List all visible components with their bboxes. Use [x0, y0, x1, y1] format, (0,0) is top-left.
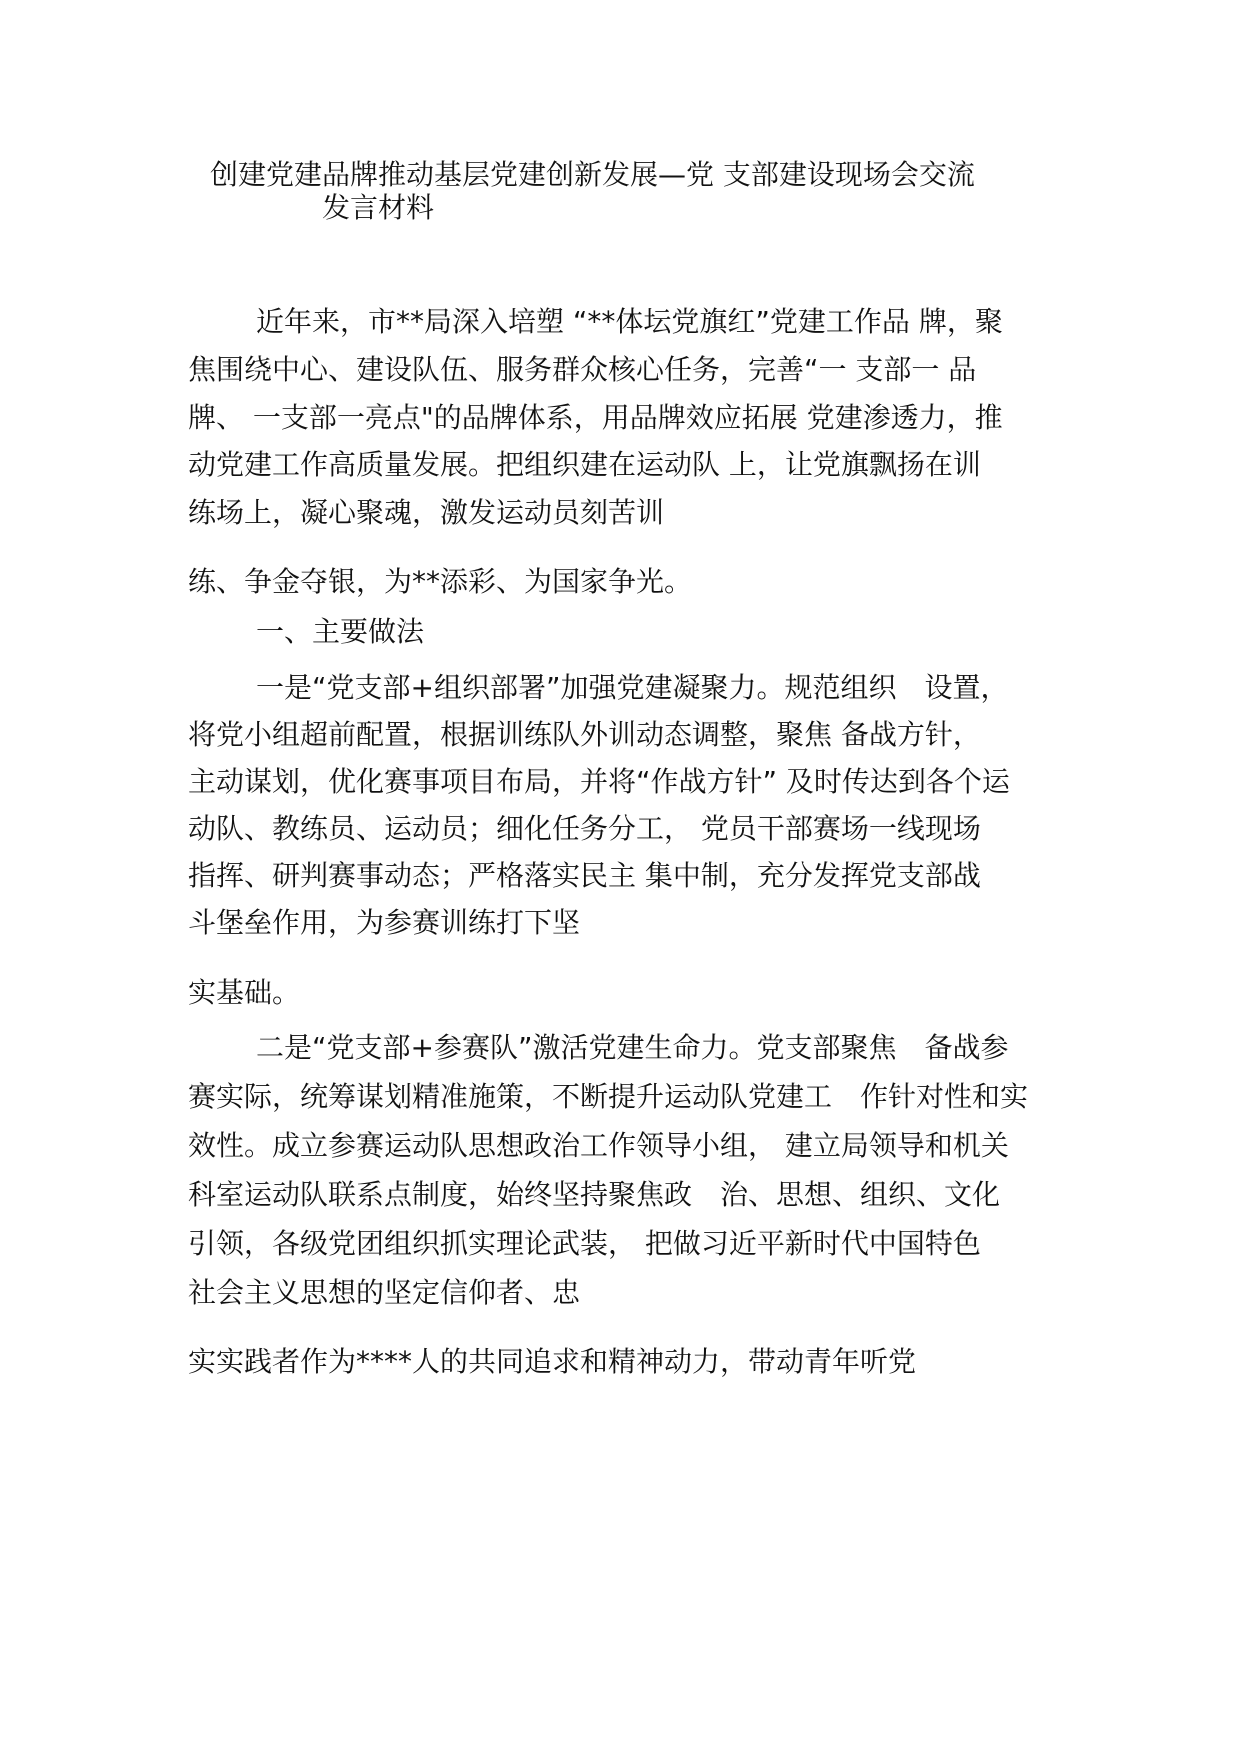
paragraph-line: 科室运动队联系点制度，始终坚持聚焦政 治、思想、组织、文化 [188, 1178, 1001, 1211]
paragraph-line: 实实践者作为****人的共同追求和精神动力，带动青年听党 [188, 1345, 917, 1378]
document-title-line-2: 发言材料 [322, 191, 435, 224]
paragraph-line: 引领，各级党团组织抓实理论武装， 把做习近平新时代中国特色 [188, 1227, 981, 1260]
paragraph-line: 练、争金夺银，为**添彩、为国家争光。 [188, 565, 693, 598]
paragraph-line: 练场上，凝心聚魂，激发运动员刻苦训 [188, 496, 665, 529]
paragraph-line: 赛实际，统筹谋划精准施策，不断提升运动队党建工 作针对性和实 [188, 1080, 1029, 1113]
paragraph-line: 动党建工作高质量发展。把组织建在运动队 上，让党旗飘扬在训 [188, 448, 981, 481]
section-heading: 一、主要做法 [256, 615, 425, 648]
paragraph-line: 牌、 一支部一亮点"的品牌体系，用品牌效应拓展 党建渗透力，推 [188, 401, 1003, 434]
paragraph-line: 实基础。 [188, 976, 301, 1009]
paragraph-line: 动队、教练员、运动员；细化任务分工， 党员干部赛场一线现场 [188, 812, 981, 845]
document-title-line-1: 创建党建品牌推动基层党建创新发展—党 支部建设现场会交流 [210, 158, 975, 191]
paragraph-line: 斗堡垒作用，为参赛训练打下坚 [188, 906, 581, 939]
paragraph-line: 效性。成立参赛运动队思想政治工作领导小组， 建立局领导和机关 [188, 1129, 1009, 1162]
paragraph-line: 社会主义思想的坚定信仰者、忠 [188, 1276, 581, 1309]
paragraph-line: 近年来，市**局深入培塑 “**体坛党旗红”党建工作品 牌，聚 [256, 305, 1003, 338]
paragraph-line: 将党小组超前配置，根据训练队外训动态调整，聚焦 备战方针， [188, 718, 981, 751]
paragraph-line: 焦围绕中心、建设队伍、服务群众核心任务，完善“一 支部一 品 [188, 353, 977, 386]
paragraph-line: 一是“党支部+组织部署”加强党建凝聚力。规范组织 设置， [256, 671, 1009, 704]
paragraph-line: 二是“党支部+参赛队”激活党建生命力。党支部聚焦 备战参 [256, 1031, 1009, 1064]
paragraph-line: 指挥、研判赛事动态；严格落实民主 集中制，充分发挥党支部战 [188, 859, 981, 892]
paragraph-line: 主动谋划，优化赛事项目布局，并将“作战方针” 及时传达到各个运 [188, 765, 1010, 798]
